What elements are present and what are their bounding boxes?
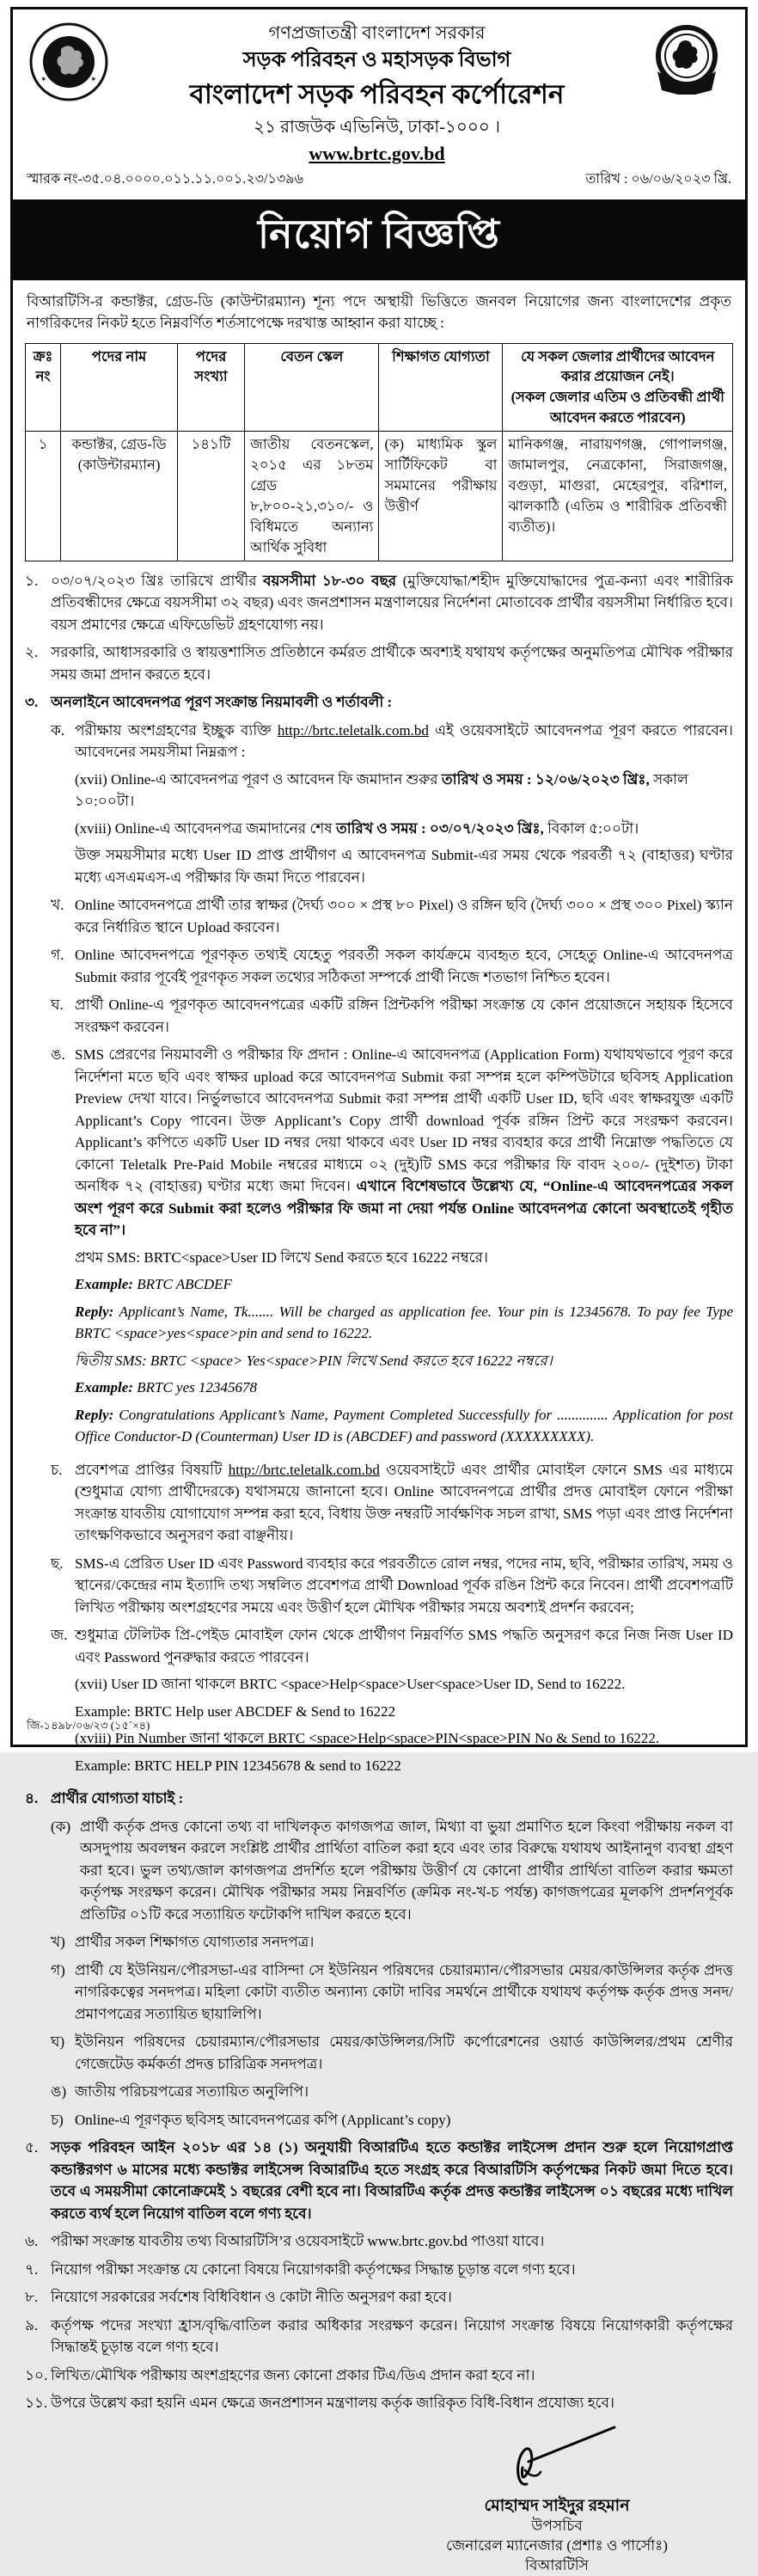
col-education: শিক্ষাগত যোগ্যতা (379, 343, 503, 432)
clause-3a-xvii: (xvii) Online-এ আবেদনপত্র পূরণ ও আবেদন ফি জমাদান শুরুর তারিখ ও সময় : ১২/০৬/২০২৩ খ্রিঃ, সকাল ১০:০০টা। (75, 769, 733, 813)
help-pin-example: Example: BRTC HELP PIN 12345678 & send to 16222 (75, 1755, 733, 1777)
clause-4e (51, 2081, 733, 2103)
clause-3a-xviii: (xviii) Online-এ আবেদনপত্র জমাদানের শেষ তারিখ ও সময় : ০৩/০৭/২০২৩ খ্রিঃ, বিকাল ৫:০০টা। (75, 818, 733, 840)
clause-3 (25, 691, 733, 714)
page-title: নিয়োগ বিজ্ঞপ্তি (258, 212, 500, 256)
table-header-row (26, 343, 733, 432)
clause-3a-text: পরীক্ষায় অংশগ্রহণের ইচ্ছুক ব্যক্তি (75, 722, 278, 739)
clause-7 (25, 2259, 733, 2281)
help-userid-line: (xvii) User ID জানা থাকলে BRTC <space>Help<space>User<space>User ID, Send to 16222. (75, 1673, 733, 1696)
sms-2-instruction: দ্বিতীয় SMS: BRTC <space> Yes<space>PIN লিখে Send করতে হবে 16222 নম্বরে। (75, 1350, 733, 1372)
government-seal-icon (28, 21, 110, 107)
clause-3d-marker: ঘ. (51, 994, 75, 1038)
clause-3e (51, 1044, 733, 1453)
col-post-name: পদের নাম (61, 343, 178, 432)
table-row (26, 432, 733, 561)
clause-10-number: ১০. (25, 2364, 51, 2387)
clause-4 (25, 1788, 733, 1810)
clause-8-text: নিয়োগে সরকারের সর্বশেষ বিধিবিধান ও কোটা নীতি অনুসরণ করা হবে। (51, 2286, 733, 2309)
clause-4-number: ৪. (25, 1788, 51, 1810)
clause-7-text: নিয়োগ পরীক্ষা সংক্রান্ত যে কোনো বিষয়ে নিয়োগকারী কর্তৃপক্ষের সিদ্ধান্ত চূড়ান্ত বলে গণ্য হবে। (51, 2259, 733, 2281)
clause-3a-marker: ক. (51, 720, 75, 889)
svg-text:✶: ✶ (90, 75, 97, 83)
clause-7-number: ৭. (25, 2259, 51, 2281)
col-pay-scale: বেতন স্কেল (245, 343, 379, 432)
letterhead-text (110, 21, 644, 166)
clause-9 (25, 2315, 733, 2358)
col-excluded-districts (503, 343, 733, 432)
clause-6-text: পরীক্ষা সংক্রান্ত যাবতীয় তথ্য বিআরটিসি’র ওয়েবসাইটে (51, 2233, 368, 2249)
signature-block (415, 2420, 699, 2576)
clause-3h-text: শুধুমাত্র টেলিটক প্রি-পেইড মোবাইল ফোন থেকে প্রার্থীগণ নিম্নবর্ণিত SMS পদ্ধতি অনুসরণ করে নিজ নিজ User ID এবং Password পুনরুদ্ধার করতে পারবেন। (75, 1627, 733, 1665)
government-line: গণপ্রজাতন্ত্রী বাংলাদেশ সরকার (110, 21, 644, 44)
clause-4f-marker: চ) (51, 2109, 75, 2131)
clause-4d-marker: ঘ) (51, 2031, 75, 2075)
clause-4c-text: প্রার্থী যে ইউনিয়ন/পৌরসভা-এর বাসিন্দা সে ইউনিয়ন পরিষদের চেয়ারম্যান/পৌরসভার মেয়র/কাউন্সিলর কর্তৃক প্রদত্ত নাগরিকত্বের সনদপত্র। মহিলা কোটা ব্যতীত অন্যান্য কোটা দাবির সমর্থনে প্রার্থীকে যথাযথ কর্তৃপক্ষ কর্তৃক প্রদত্ত সনদ/প্রমাণপত্রের সত্যায়িত ছায়ালিপি। (75, 1960, 733, 2026)
clause-4c (51, 1960, 733, 2026)
clause-4e-marker: ঙ) (51, 2081, 75, 2103)
cell-excluded-districts: মানিকগঞ্জ, নারায়ণগঞ্জ, গোপালগঞ্জ, জামালপুর, নেত্রকোনা, সিরাজগঞ্জ, বগুড়া, মাগুরা, মেহেরপুর, বরিশাল, ঝালকাঠি (এতিম ও শারীরিক প্রতিবন্ধী ব্যতীত)। (503, 432, 733, 561)
document-body (13, 280, 745, 2576)
clause-4b-marker: খ) (51, 1931, 75, 1953)
memo-number: স্মারক নং-৩৫.০৪.০০০০.০১১.১১.০০১.২৩/১৩৯৬ (27, 168, 303, 191)
sms-1-example: Example: BRTC ABCDEF (75, 1273, 733, 1296)
clause-3h-marker: জ. (51, 1624, 75, 1782)
brtc-emblem-icon (644, 21, 730, 107)
col-post-count: পদের সংখ্যা (177, 343, 244, 432)
clause-3b (51, 894, 733, 938)
clause-9-number: ৯. (25, 2315, 51, 2358)
website-link[interactable]: www.brtc.gov.bd (309, 142, 444, 166)
clause-3f (51, 1459, 733, 1547)
letterhead (13, 9, 745, 166)
clause-3f-marker: চ. (51, 1459, 75, 1547)
clause-4d-text: ইউনিয়ন পরিষদের চেয়ারম্যান/পৌরসভার মেয়র/কাউন্সিলর/সিটি কর্পোরেশনের ওয়ার্ড কাউন্সিলর/প্রথম শ্রেণীর গেজেটেড কর্মকর্তা প্রদত্ত চারিত্রিক সনদপত্র। (75, 2031, 733, 2075)
clause-11-number: ১১. (25, 2392, 51, 2414)
signatory-title-3: বিআরটিসি (415, 2556, 699, 2576)
clause-4a-text: প্রার্থী কর্তৃক প্রদত্ত কোনো তথ্য বা দাখিলকৃত কাগজপত্র জাল, মিথ্যা বা ভুয়া প্রমাণিত হলে কিংবা পরীক্ষায় নকল বা অসদুপায় অবলম্বন করলে সংশ্লিষ্ট প্রার্থীর প্রার্থিতা বাতিল করা হবে এবং তার বিরুদ্ধে যথাযথ আইনানুগ ব্যবস্থা গ্রহণ করা হবে। ভুল তথ্য/জাল কাগজপত্র প্রদর্শিত হলে পরীক্ষায় উত্তীর্ণ যে কোনো প্রার্থীর প্রার্থিতা বাতিল করার ক্ষমতা কর্তৃপক্ষ সংরক্ষণ করেন। মৌখিক পরীক্ষার সময় নিম্নবর্ণিত (ক্রমিক নং-খ-চ পর্যন্ত) কাগজপত্রের মূলকপি প্রদর্শনপূর্বক প্রতিটির ০১টি করে সত্যায়িত ফটোকপি দাখিল করতে হবে। (80, 1816, 733, 1926)
clause-4-heading: প্রার্থীর যোগ্যতা যাচাই : (51, 1788, 733, 1810)
clause-8-number: ৮. (25, 2286, 51, 2309)
division-line: সড়ক পরিবহন ও মহাসড়ক বিভাগ (110, 47, 644, 73)
clause-6 (25, 2230, 733, 2253)
clause-4c-marker: গ) (51, 1960, 75, 2026)
vacancy-table (25, 343, 733, 561)
clause-3g-text: SMS-এ প্রেরিত User ID এবং Password ব্যবহার করে পরবর্তীতে রোল নম্বর, পদের নাম, ছবি, পরীক্ষার তারিখ, সময় ও স্থানের/কেন্দ্রের নাম ইত্যাদি তথ্য সম্বলিত প্রবেশপত্র প্রার্থী Download পূর্বক রঙিন প্রিন্ট করে নিবেন। প্রার্থী প্রবেশপত্রটি লিখিত পরীক্ষায় অংশগ্রহণের সময়ে এবং উত্তীর্ণ হলে মৌখিক পরীক্ষার সময়ে অবশ্যই প্রদর্শন করবেন; (75, 1553, 733, 1619)
brtc-website-mention[interactable]: www.brtc.gov.bd (368, 2233, 468, 2249)
clause-3f-text: প্রবেশপত্র প্রাপ্তির বিষয়টি (75, 1462, 229, 1478)
clause-3a (51, 720, 733, 889)
signature-scribble-icon (492, 2476, 621, 2493)
clause-1 (25, 570, 733, 636)
clause-11 (25, 2392, 733, 2414)
clause-4a (51, 1816, 733, 1926)
clause-3b-marker: খ. (51, 894, 75, 938)
clause-6-number: ৬. (25, 2230, 51, 2253)
clause-5-number: ৫. (25, 2137, 51, 2224)
teletalk-link[interactable]: http://brtc.teletalk.com.bd (278, 722, 429, 739)
cell-post-name: কন্ডাক্টর, গ্রেড-ডি (কাউন্টারম্যান) (61, 432, 178, 561)
clause-11-text: উপরে উল্লেখ করা হয়নি এমন ক্ষেত্রে জনপ্রশাসন মন্ত্রণালয় কর্তৃক জারিকৃত বিধি-বিধান প্রযোজ্য হবে। (51, 2392, 733, 2414)
clause-10 (25, 2364, 733, 2387)
sms-1-instruction: প্রথম SMS: BRTC<space>User ID লিখে Send করতে হবে 16222 নম্বরে। (75, 1247, 733, 1269)
clause-3c-text: Online আবেদনপত্রে পূরণকৃত তথ্যই যেহেতু পরবর্তী সকল কার্যক্রমে ব্যবহৃত হবে, সেহেতু Online-এ আবেদনপত্র Submit করার পূর্বেই পূরণকৃত সকল তথ্যের সঠিকতা সম্পর্কে প্রার্থী নিজে শতভাগ নিশ্চিত হবেন। (75, 944, 733, 988)
clause-5 (25, 2137, 733, 2224)
clause-1-bold: বয়সসীমা ১৮-৩০ বছর (263, 573, 396, 589)
teletalk-link-2[interactable]: http://brtc.teletalk.com.bd (229, 1462, 380, 1478)
clause-2-number: ২. (25, 641, 51, 685)
address-line: ২১ রাজউক এভিনিউ, ঢাকা-১০০০ । (110, 117, 644, 138)
clause-5-text: সড়ক পরিবহন আইন ২০১৮ এর ১৪ (১) অনুযায়ী বিআরটিএ হতে কন্ডাক্টর লাইসেন্স প্রদান শুরু হলে নিয়োগপ্রাপ্ত কন্ডাক্টরগণ ৬ মাসের মধ্যে কন্ডাক্টর লাইসেন্স বিআরটিএ হতে সংগ্রহ করে বিআরটিসি কর্তৃপক্ষের নিকট জমা দিতে হবে। তবে এ সময়সীমা কোনোক্রমেই ১ বছরের বেশী হবে না। বিআরটিএ কর্তৃক প্রদত্ত কন্ডাক্টর লাইসেন্স ০১ বছরের মধ্যে দাখিল করতে ব্যর্থ হলে নিয়োগ বাতিল বলে গণ্য হবে। (51, 2137, 733, 2224)
memo-row (13, 166, 745, 199)
clause-4f (51, 2109, 733, 2131)
clause-4a-marker: (ক) (51, 1816, 80, 1926)
cell-education: (ক) মাধ্যমিক স্কুল সার্টিফিকেট বা সমমানের পরীক্ষায় উত্তীর্ণ (379, 432, 503, 561)
clause-3b-text: Online আবেদনপত্রে প্রার্থী তার স্বাক্ষর (দৈর্ঘ্য ৩০০ × প্রস্থ ৮০ Pixel) ও রঙ্গিন ছবি (দৈর্ঘ্য ৩০০ × প্রস্থ ৩০০ Pixel) স্ক্যান করে নির্ধারিত স্থানে Upload করবেন। (75, 894, 733, 938)
clause-6-text-rest: পাওয়া যাবে। (468, 2233, 545, 2249)
clause-3a-note: উক্ত সময়সীমার মধ্যে User ID প্রাপ্ত প্রার্থীগণ এ আবেদনপত্র Submit-এর সময় থেকে পরবর্তী ৭২ (বাহাত্তর) ঘণ্টার মধ্যে এসএমএস-এ পরীক্ষার ফি জমা দিতে পারবেন। (75, 844, 733, 888)
clause-2 (25, 641, 733, 685)
cell-serial: ১ (26, 432, 61, 561)
clause-4e-text: জাতীয় পরিচয়পত্রের সত্যায়িত অনুলিপি। (75, 2081, 733, 2103)
title-banner (13, 199, 745, 280)
sms-2-reply: Reply: Congratulations Applicant’s Name, Payment Completed Successfully for .............. Application for post Office Conductor-D (Counterman) User ID is (ABCDEF) and password (XXXXXXXXX). (75, 1404, 733, 1448)
clause-2-text: সরকারি, আধাসরকারি ও স্বায়ত্তশাসিত প্রতিষ্ঠানে কর্মরত প্রার্থীকে অবশ্যই যথাযথ কর্তৃপক্ষের অনুমতিপত্র মৌখিক পরীক্ষার সময় জমা প্রদান করতে হবে। (51, 641, 733, 685)
clause-3e-marker: ঙ. (51, 1044, 75, 1453)
clause-1-number: ১. (25, 570, 51, 636)
signatory-title-1: উপসচিব (415, 2517, 699, 2536)
clause-3a-text-rest: এই ওয়েবসাইটে আবেদনপত্র পূরণ করতে পারবেন। আবেদনের সময়সীমা নিম্নরূপ : (75, 722, 733, 761)
clause-3g (51, 1553, 733, 1619)
cell-post-count: ১৪১টি (177, 432, 244, 561)
clause-1-text-rest: (মুক্তিযোদ্ধা/শহীদ মুক্তিযোদ্ধাদের পুত্র-কন্যা এবং শারীরিক প্রতিবন্ধীদের ক্ষেত্রে বয়সসীমা ৩২ বছর) এবং জনপ্রশাসন মন্ত্রণালয়ের নির্দেশনা মোতাবেক প্রার্থীর বয়সসীমা নির্ধারিত হবে। বয়স প্রমাণের ক্ষেত্রে এফিডেভিট গ্রহণযোগ্য নয়। (51, 573, 733, 633)
help-userid-example: Example: BRTC Help user ABCDEF & Send to 16222 (75, 1701, 733, 1723)
signatory-name: মোহাম্মদ সাইদুর রহমান (415, 2495, 699, 2518)
clause-8 (25, 2286, 733, 2309)
signatory-title-2: জেনারেল ম্যানেজার (প্রশাঃ ও পার্সোঃ) (415, 2536, 699, 2556)
print-reference-note: জি-১৪৯৮/০৬/২৩ (১৫´×৪) (27, 1718, 150, 1736)
clause-3d-text: প্রার্থী Online-এ পূরণকৃত আবেদনপত্রের একটি রঙ্গিন প্রিন্টকপি পরীক্ষা সংক্রান্ত যে কোন প্রয়োজনে সহায়ক হিসেবে সংরক্ষণ করবেন। (75, 994, 733, 1038)
clause-3f-text-rest: ওয়েবসাইটে এবং প্রার্থীর মোবাইল ফোনে SMS এর মাধ্যমে (শুধুমাত্র যোগ্য প্রার্থীদেরকে) যথাসময়ে জানানো হবে। Online আবেদনপত্রে প্রার্থীর প্রদত্ত মোবাইল ফোনে পরীক্ষা সংক্রান্ত যাবতীয় যোগাযোগ সম্পন্ন করা হবে, বিধায় উক্ত নম্বরটি সার্বক্ষণিক সচল রাখা, SMS পড়া এবং প্রাপ্ত নির্দেশনা তাৎক্ষণিকভাবে অনুসরণ করা বাঞ্ছনীয়। (75, 1462, 733, 1544)
clause-3-number: ৩. (25, 691, 51, 714)
col-excluded-districts-main: যে সকল জেলার প্রার্থীদের আবেদন করার প্রয়োজন নেই। (508, 347, 727, 388)
clause-4f-text: Online-এ পূরণকৃত ছবিসহ আবেদনপত্রের কপি (Applicant’s copy) (75, 2109, 733, 2131)
clause-1-text: ০৩/০৭/২০২৩ খ্রিঃ তারিখে প্রার্থীর (51, 573, 263, 589)
clause-3d (51, 994, 733, 1038)
organization-name: বাংলাদেশ সড়ক পরিবহন কর্পোরেশন (110, 78, 644, 112)
date-label: তারিখ : ০৬/০৬/২০২৩ খ্রি. (585, 168, 731, 191)
clause-4b-text: প্রার্থীর সকল শিক্ষাগত যোগ্যতার সনদপত্র। (75, 1931, 733, 1953)
document-frame (10, 7, 748, 1747)
clause-3c-marker: গ. (51, 944, 75, 988)
clause-3g-marker: ছ. (51, 1553, 75, 1619)
clause-4b (51, 1931, 733, 1953)
cell-pay-scale: জাতীয় বেতনস্কেল, ২০১৫ এর ১৮তম গ্রেড ৮,৮০০-২১,৩১০/- ও বিধিমতে অন্যান্য আর্থিক সুবিধা (245, 432, 379, 561)
svg-text:✶: ✶ (40, 75, 47, 83)
clause-9-text: কর্তৃপক্ষ পদের সংখ্যা হ্রাস/বৃদ্ধি/বাতিল করার অধিকার সংরক্ষণ করেন। নিয়োগ সংক্রান্ত বিষয়ে নিয়োগকারী কর্তৃপক্ষের সিদ্ধান্তই চূড়ান্ত বলে গণ্য হবে। (51, 2315, 733, 2358)
sms-1-reply: Reply: Applicant’s Name, Tk....... Will be charged as application fee. Your pin is 12345678. To pay fee Type BRTC <space>yes<space>pin and send to 16222. (75, 1301, 733, 1345)
clause-3h (51, 1624, 733, 1782)
col-excluded-districts-sub: (সকল জেলার এতিম ও প্রতিবন্ধী প্রার্থী আবেদন করতে পারবেন) (508, 387, 727, 428)
clause-3e-text: SMS প্রেরণের নিয়মাবলী ও পরীক্ষার ফি প্রদান : Online-এ আবেদনপত্র (Application Form) যথাযথভাবে পূরণ করে নির্দেশনা মতে ছবি এবং স্বাক্ষর upload করে আবেদনপত্র Submit করা সম্পন্ন হলে কম্পিউটারে ছবিসহ Application Preview দেখা যাবে। নির্ভুলভাবে আবেদনপত্র Submit করা সম্পন্ন প্রার্থী একটি User ID, ছবি এবং স্বাক্ষরযুক্ত একটি Applicant’s Copy পাবেন। উক্ত Applicant’s Copy প্রার্থী download পূর্বক রঙ্গিন প্রিন্ট করে সংরক্ষণ করবেন। Applicant’s কপিতে একটি User ID নম্বর দেয়া থাকবে এবং User ID নম্বর ব্যবহার করে প্রার্থী নিম্নোক্ত পদ্ধতিতে যে কোনো Teletalk Pre-Paid Mobile নম্বরের মাধ্যমে ০২ (দুই)টি SMS করে পরীক্ষার ফি বাবদ ২০০/- (দুইশত) টাকা অনধিক ৭২ (বাহাত্তর) ঘণ্টার মধ্যে জমা দিবেন। (75, 1046, 733, 1194)
clause-10-text: লিখিত/মৌখিক পরীক্ষায় অংশগ্রহণের জন্য কোনো প্রকার টিএ/ডিএ প্রদান করা হবে না। (51, 2364, 733, 2387)
sms-2-example: Example: BRTC yes 12345678 (75, 1377, 733, 1399)
clause-3-heading: অনলাইনে আবেদনপত্র পূরণ সংক্রান্ত নিয়মাবলী ও শর্তাবলী : (51, 691, 733, 714)
intro-paragraph: বিআরটিসি-র কন্ডাক্টর, গ্রেড-ডি (কাউন্টারম্যান) শূন্য পদে অস্থায়ী ভিত্তিতে জনবল নিয়োগের জন্য বাংলাদেশের প্রকৃত নাগরিকদের নিকট হতে নিম্নবর্ণিত শর্তসাপেক্ষে দরখাস্ত আহ্বান করা যাচ্ছে : (27, 291, 731, 334)
clause-3e-quote: এখানে বিশেষভাবে উল্লেখ্য যে, “Online-এ আবেদনপত্রের সকল অংশ পূরণ করে Submit করা হলেও পরীক্ষার ফি জমা না দেয়া পর্যন্ত Online আবেদনপত্র কোনো অবস্থাতেই গৃহীত হবে না”। (75, 1178, 733, 1238)
help-pin-line: (xviii) Pin Number জানা থাকলে BRTC <space>Help<space>PIN<space>PIN No & Send to 16222. (75, 1727, 733, 1750)
clause-4d (51, 2031, 733, 2075)
clause-3c (51, 944, 733, 988)
col-serial: ক্রঃ নং (26, 343, 61, 432)
